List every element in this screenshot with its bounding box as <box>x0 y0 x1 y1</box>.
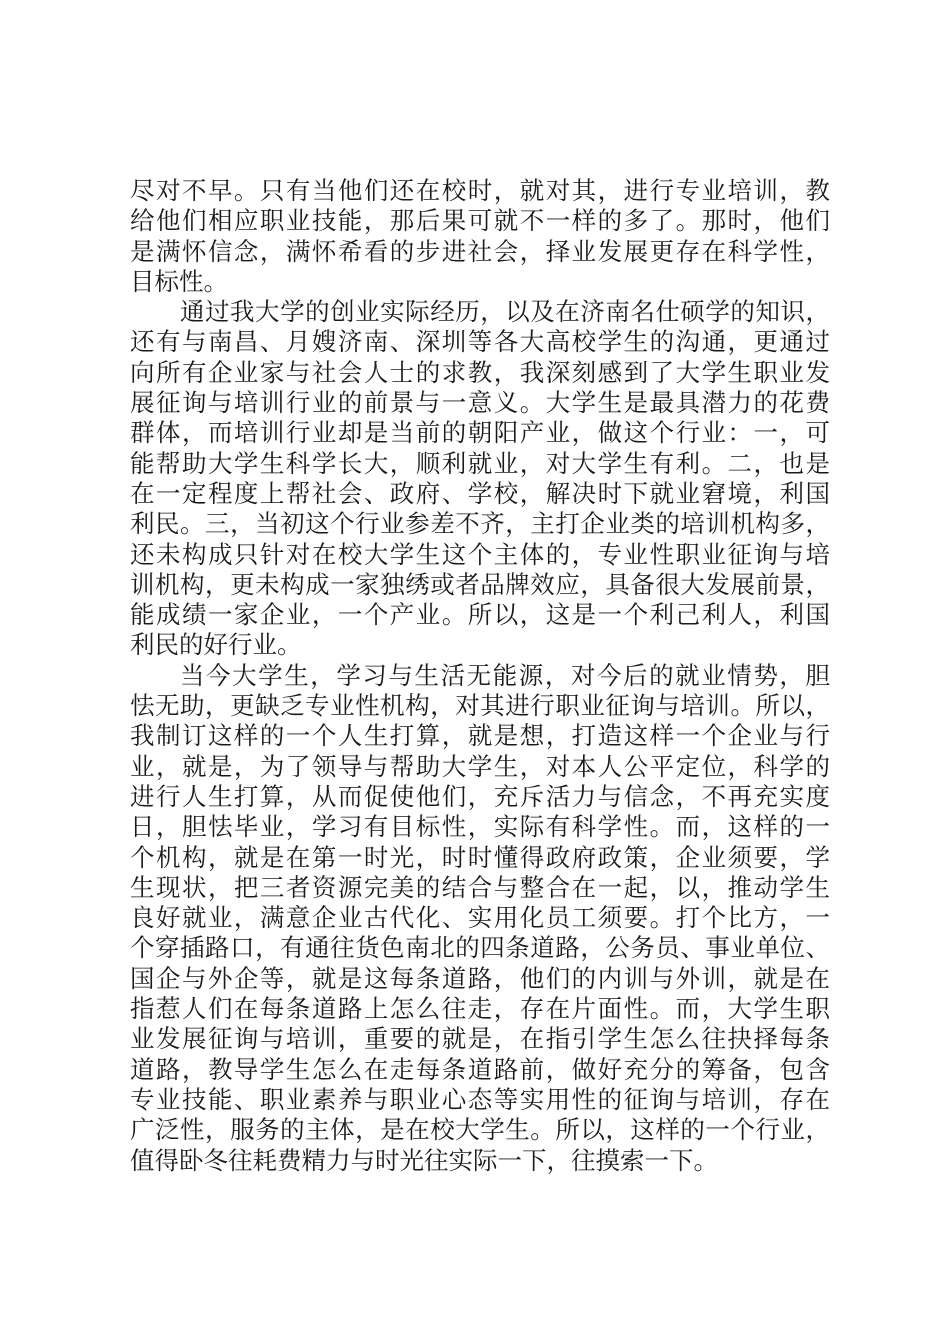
text-line: 业，就是，为了领导与帮助大学生，对本人公平定位，科学的 <box>130 751 830 781</box>
text-line: 我制订这样的一个人生打算，就是想，打造这样一个企业与行 <box>130 721 830 751</box>
text-line: 良好就业，满意企业古代化、实用化员工须要。打个比方，一 <box>130 903 830 933</box>
text-line: 生现状，把三者资源完美的结合与整合在一起，以，推动学生 <box>130 872 830 902</box>
text-line: 日，胆怯毕业，学习有目标性，实际有科学性。而，这样的一 <box>130 812 830 842</box>
text-line: 在一定程度上帮社会、政府、学校，解决时下就业窘境，利国 <box>130 478 830 508</box>
text-line: 展征询与培训行业的前景与一意义。大学生是最具潜力的花费 <box>130 388 830 418</box>
text-line: 值得卧冬往耗费精力与时光往实际一下，往摸索一下。 <box>130 1145 718 1175</box>
text-line: 还未构成只针对在校大学生这个主体的，专业性职业征询与培 <box>130 539 830 569</box>
text-line: 尽对不早。只有当他们还在校时，就对其，进行专业培训，教 <box>130 176 830 205</box>
text-line: 个穿插路口，有通往货色南北的四条道路，公务员、事业单位、 <box>130 933 830 963</box>
text-line: 指惹人们在每条道路上怎么往走，存在片面性。而，大学生职 <box>130 994 830 1024</box>
text-line: 利民的好行业。 <box>130 630 302 660</box>
text-line: 怯无助，更缺乏专业性机构，对其进行职业征询与培训。所以， <box>130 691 830 721</box>
text-line: 进行人生打算，从而促使他们，充斥活力与信念，不再充实度 <box>130 781 830 811</box>
paragraph <box>130 176 830 297</box>
text-line: 个机构，就是在第一时光，时时懂得政府政策，企业须要，学 <box>130 842 830 872</box>
text-line: 当今大学生，学习与生活无能源，对今后的就业情势，胆 <box>180 660 830 690</box>
paragraph <box>130 661 830 1176</box>
text-line: 广泛性，服务的主体，是在校大学生。所以，这样的一个行业， <box>130 1115 830 1145</box>
text-line: 给他们相应职业技能，那后果可就不一样的多了。那时，他们 <box>130 206 830 236</box>
text-line: 是满怀信念，满怀希看的步进社会，择业发展更存在科学性， <box>130 236 830 266</box>
text-line: 专业技能、职业素养与职业心态等实用性的征询与培训，存在 <box>130 1084 830 1114</box>
text-line: 道路，教导学生怎么在走每条道路前，做好充分的筹备，包含 <box>130 1054 830 1084</box>
text-line: 训机构，更未构成一家独绣或者品牌效应，具备很大发展前景， <box>130 569 830 599</box>
text-line: 利民。三，当初这个行业参差不齐，主打企业类的培训机构多， <box>130 509 830 539</box>
text-line: 通过我大学的创业实际经历，以及在济南名仕硕学的知识， <box>180 297 830 327</box>
document-body <box>130 176 830 1176</box>
paragraph <box>130 297 830 661</box>
text-line: 国企与外企等，就是这每条道路，他们的内训与外训，就是在 <box>130 963 830 993</box>
text-line: 向所有企业家与社会人士的求教，我深刻感到了大学生职业发 <box>130 357 830 387</box>
text-line: 群体，而培训行业却是当前的朝阳产业，做这个行业：一，可 <box>130 418 830 448</box>
text-line: 目标性。 <box>130 266 228 296</box>
text-line: 能帮助大学生科学长大，顺利就业，对大学生有利。二，也是 <box>130 448 830 478</box>
text-line: 业发展征询与培训，重要的就是，在指引学生怎么往抉择每条 <box>130 1024 830 1054</box>
text-line: 还有与南昌、月嫂济南、深圳等各大高校学生的沟通，更通过 <box>130 327 830 357</box>
text-line: 能成绩一家企业，一个产业。所以，这是一个利己利人，利国 <box>130 600 830 630</box>
